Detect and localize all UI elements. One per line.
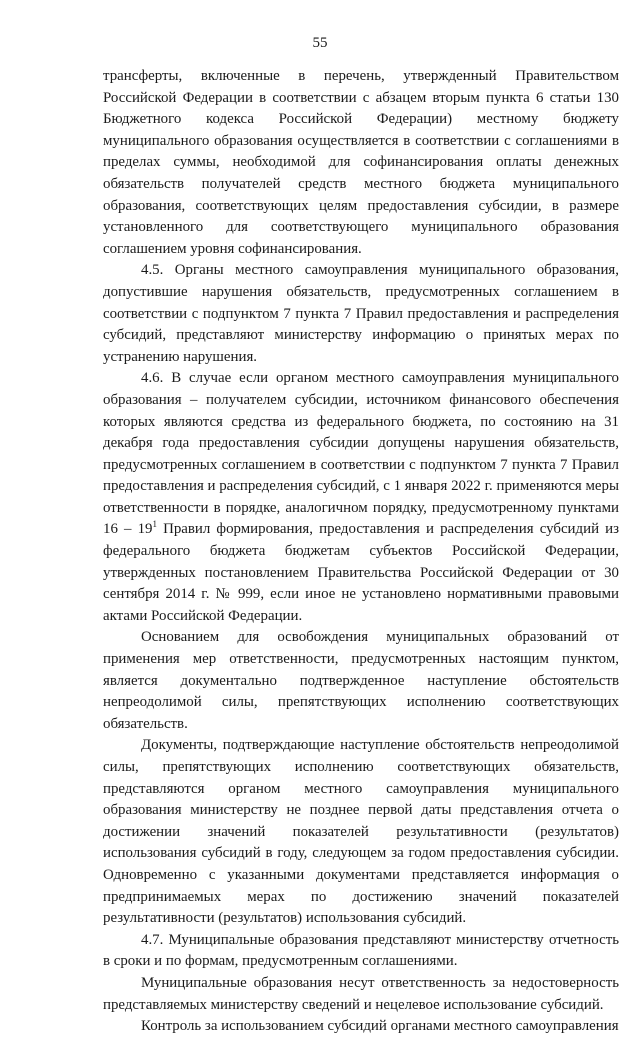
paragraph-continuation: трансферты, включенные в перечень, утвержденный Правительством Российской Федерации в соответствии с абзацем вторым пункта 6 статьи 130 Бюджетного кодекса Российской Федерации) местному бюджету муниципального образования осуществляется в соответствии с соглашениями в пределах суммы, необходимой для софинансирования оплаты денежных обязательств получателей средств местного бюджета муниципального образования, соответствующих целям предоставления субсидии, в размере установленного для соответствующего муниципального образования соглашением уровня софинансирования. xyxy=(103,68,619,257)
paragraph-4-7: 4.7. Муниципальные образования представляют министерству отчетность в сроки и по формам, предусмотренным соглашениями. xyxy=(103,931,619,970)
paragraph-4-6-text-end: Правил формирования, предоставления и распределения субсидий из федерального бюджета бюджетам субъектов Российской Федерации, утвержденных постановлением Правительства Российской Федерации от 30 сентября 2014 г. № 999, если иное не установлено нормативными правовыми актами Российской Федерации. xyxy=(103,521,620,624)
superscript-footnote-mark: 1 xyxy=(152,519,157,530)
paragraph-4-6-text-start: 4.6. В случае если органом местного самоуправления муниципального образования – получателем субсидии, источником финансового обеспечения которых являются средства из федерального бюджета, по состоянию на 31 декабря года предоставления субсидии допущены нарушения обязательств, предусмотренных соглашением в соответствии с подпунктом 7 пункта 7 Правил предоставления и распределения субсидий, с 1 января 2022 г. применяются меры ответственности в порядке, аналогичном порядку, предусмотренному пунктами 16 – 19 xyxy=(103,370,619,538)
paragraph-4-5: 4.5. Органы местного самоуправления муниципального образования, допустившие нарушения обязательств, предусмотренных соглашением в соответствии с подпунктом 7 пункта 7 Правил предоставления и распределения субсидий, представляют министерству информацию о принятых мерах по устранению нарушения. xyxy=(103,262,619,365)
paragraph-exemption-basis: Основанием для освобождения муниципальных образований от применения мер ответственности, предусмотренных настоящим пунктом, является документально подтвержденное наступление обстоятельств непреодолимой силы, препятствующих исполнению соответствующих обязательств. xyxy=(103,629,619,732)
page-number: 55 xyxy=(312,35,328,51)
document-body xyxy=(103,66,619,1038)
paragraph-control: Контроль за использованием субсидий органами местного самоуправления xyxy=(141,1018,619,1035)
paragraph-force-majeure-documents: Документы, подтверждающие наступление обстоятельств непреодолимой силы, препятствующих исполнению соответствующих обязательств, представляются органом местного самоуправления муниципального образования министерству не позднее первой даты представления отчета о достижении значений показателей результативности (результатов) использования субсидий в году, следующем за годом предоставления субсидии. Одновременно с указанными документами представляется информация о предпринимаемых мерах по достижению значений показателей результативности (результатов) использования субсидий. xyxy=(103,737,619,927)
paragraph-responsibility: Муниципальные образования несут ответственность за недостоверность представляемых министерству сведений и нецелевое использование субсидий. xyxy=(103,974,619,1013)
paragraph-4-6 xyxy=(103,368,619,627)
